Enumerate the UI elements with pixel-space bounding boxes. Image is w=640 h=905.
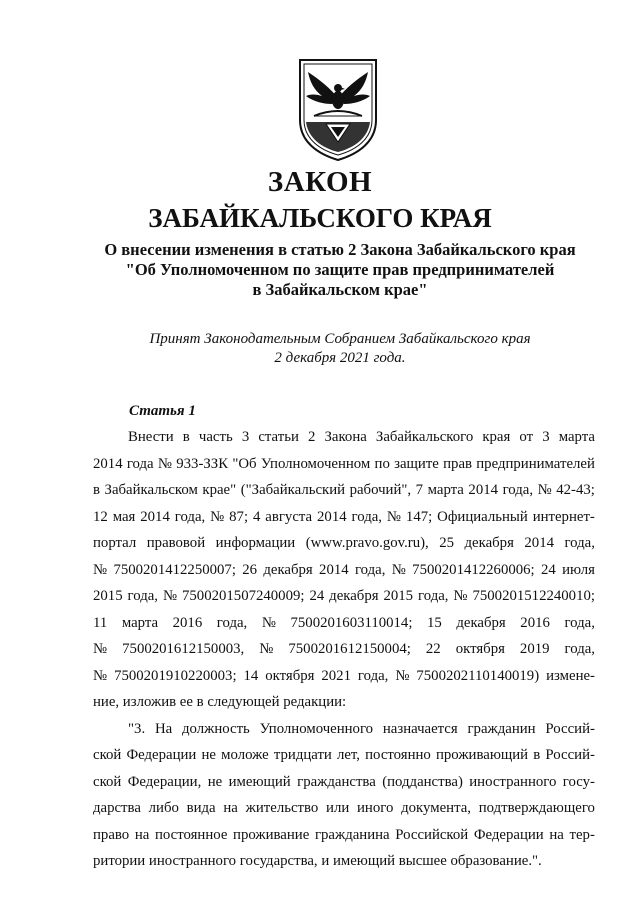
article-text-line: портал правовой информации (www.pravo.gov.ru), 25 декабря 2014 года, <box>93 535 595 551</box>
adoption-line: Принят Законодательным Собранием Забайкальского края <box>149 331 531 347</box>
article-text-line: Внести в часть 3 статьи 2 Закона Забайкальского края от 3 марта <box>128 429 595 445</box>
article-text-line: 11 марта 2016 года, № 7500201603110014; 15 декабря 2016 года, <box>93 614 595 631</box>
adoption-line: 2 декабря 2021 года. <box>274 350 406 366</box>
article-text-line: ской Федерации не моложе тридцати лет, постоянно проживающий в Россий- <box>93 747 595 763</box>
article-text-line: 2015 года, № 7500201507240009; 24 декабря 2015 года, № 7500201512240010; <box>93 588 595 604</box>
article-text-line: № 7500201910220003; 14 октября 2021 года, № 7500202110140019) измене- <box>93 667 595 684</box>
article-text-line: "3. На должность Уполномоченного назначается гражданин Россий- <box>128 720 595 737</box>
document-subtitle <box>60 240 620 300</box>
subtitle-line: О внесении изменения в статью 2 Закона Забайкальского края <box>104 240 576 259</box>
subtitle-line: "Об Уполномоченном по защите прав предпринимателей <box>125 260 555 279</box>
article-text-line: ние, изложив ее в следующей редакции: <box>93 694 347 710</box>
coat-of-arms-emblem <box>296 58 380 162</box>
document-title: ЗАКОН <box>267 166 373 198</box>
article-text-line: дарства либо вида на жительство или иного документа, подтверждающего <box>93 800 595 816</box>
subtitle-line: в Забайкальском крае" <box>252 280 428 299</box>
article-text-line: право на постоянное проживание гражданина Российской Федерации на тер- <box>93 826 595 843</box>
article-text-line: ской Федерации, не имеющий гражданства (подданства) иностранного госу- <box>93 773 595 790</box>
article-text-line: 2014 года № 933-ЗЗК "Об Уполномоченном по защите прав предпринимателей <box>93 455 595 472</box>
article-text-line: № 7500201612150003, № 7500201612150004; 22 октября 2019 года, <box>93 641 595 657</box>
article-text-line: 12 мая 2014 года, № 87; 4 августа 2014 года, № 147; Официальный интернет- <box>93 508 595 525</box>
article-heading: Статья 1 <box>129 403 196 419</box>
article-body <box>93 424 595 875</box>
article-text-line: в Забайкальском крае" ("Забайкальский рабочий", 7 марта 2014 года, № 42-43; <box>93 482 595 498</box>
document-region: ЗАБАЙКАЛЬСКОГО КРАЯ <box>148 203 492 233</box>
article-text-line: ритории иностранного государства, и имеющий высшее образование.". <box>93 853 542 869</box>
adoption-note <box>60 330 620 368</box>
article-text-line: № 7500201412250007; 26 декабря 2014 года, № 7500201412260006; 24 июля <box>93 561 595 578</box>
